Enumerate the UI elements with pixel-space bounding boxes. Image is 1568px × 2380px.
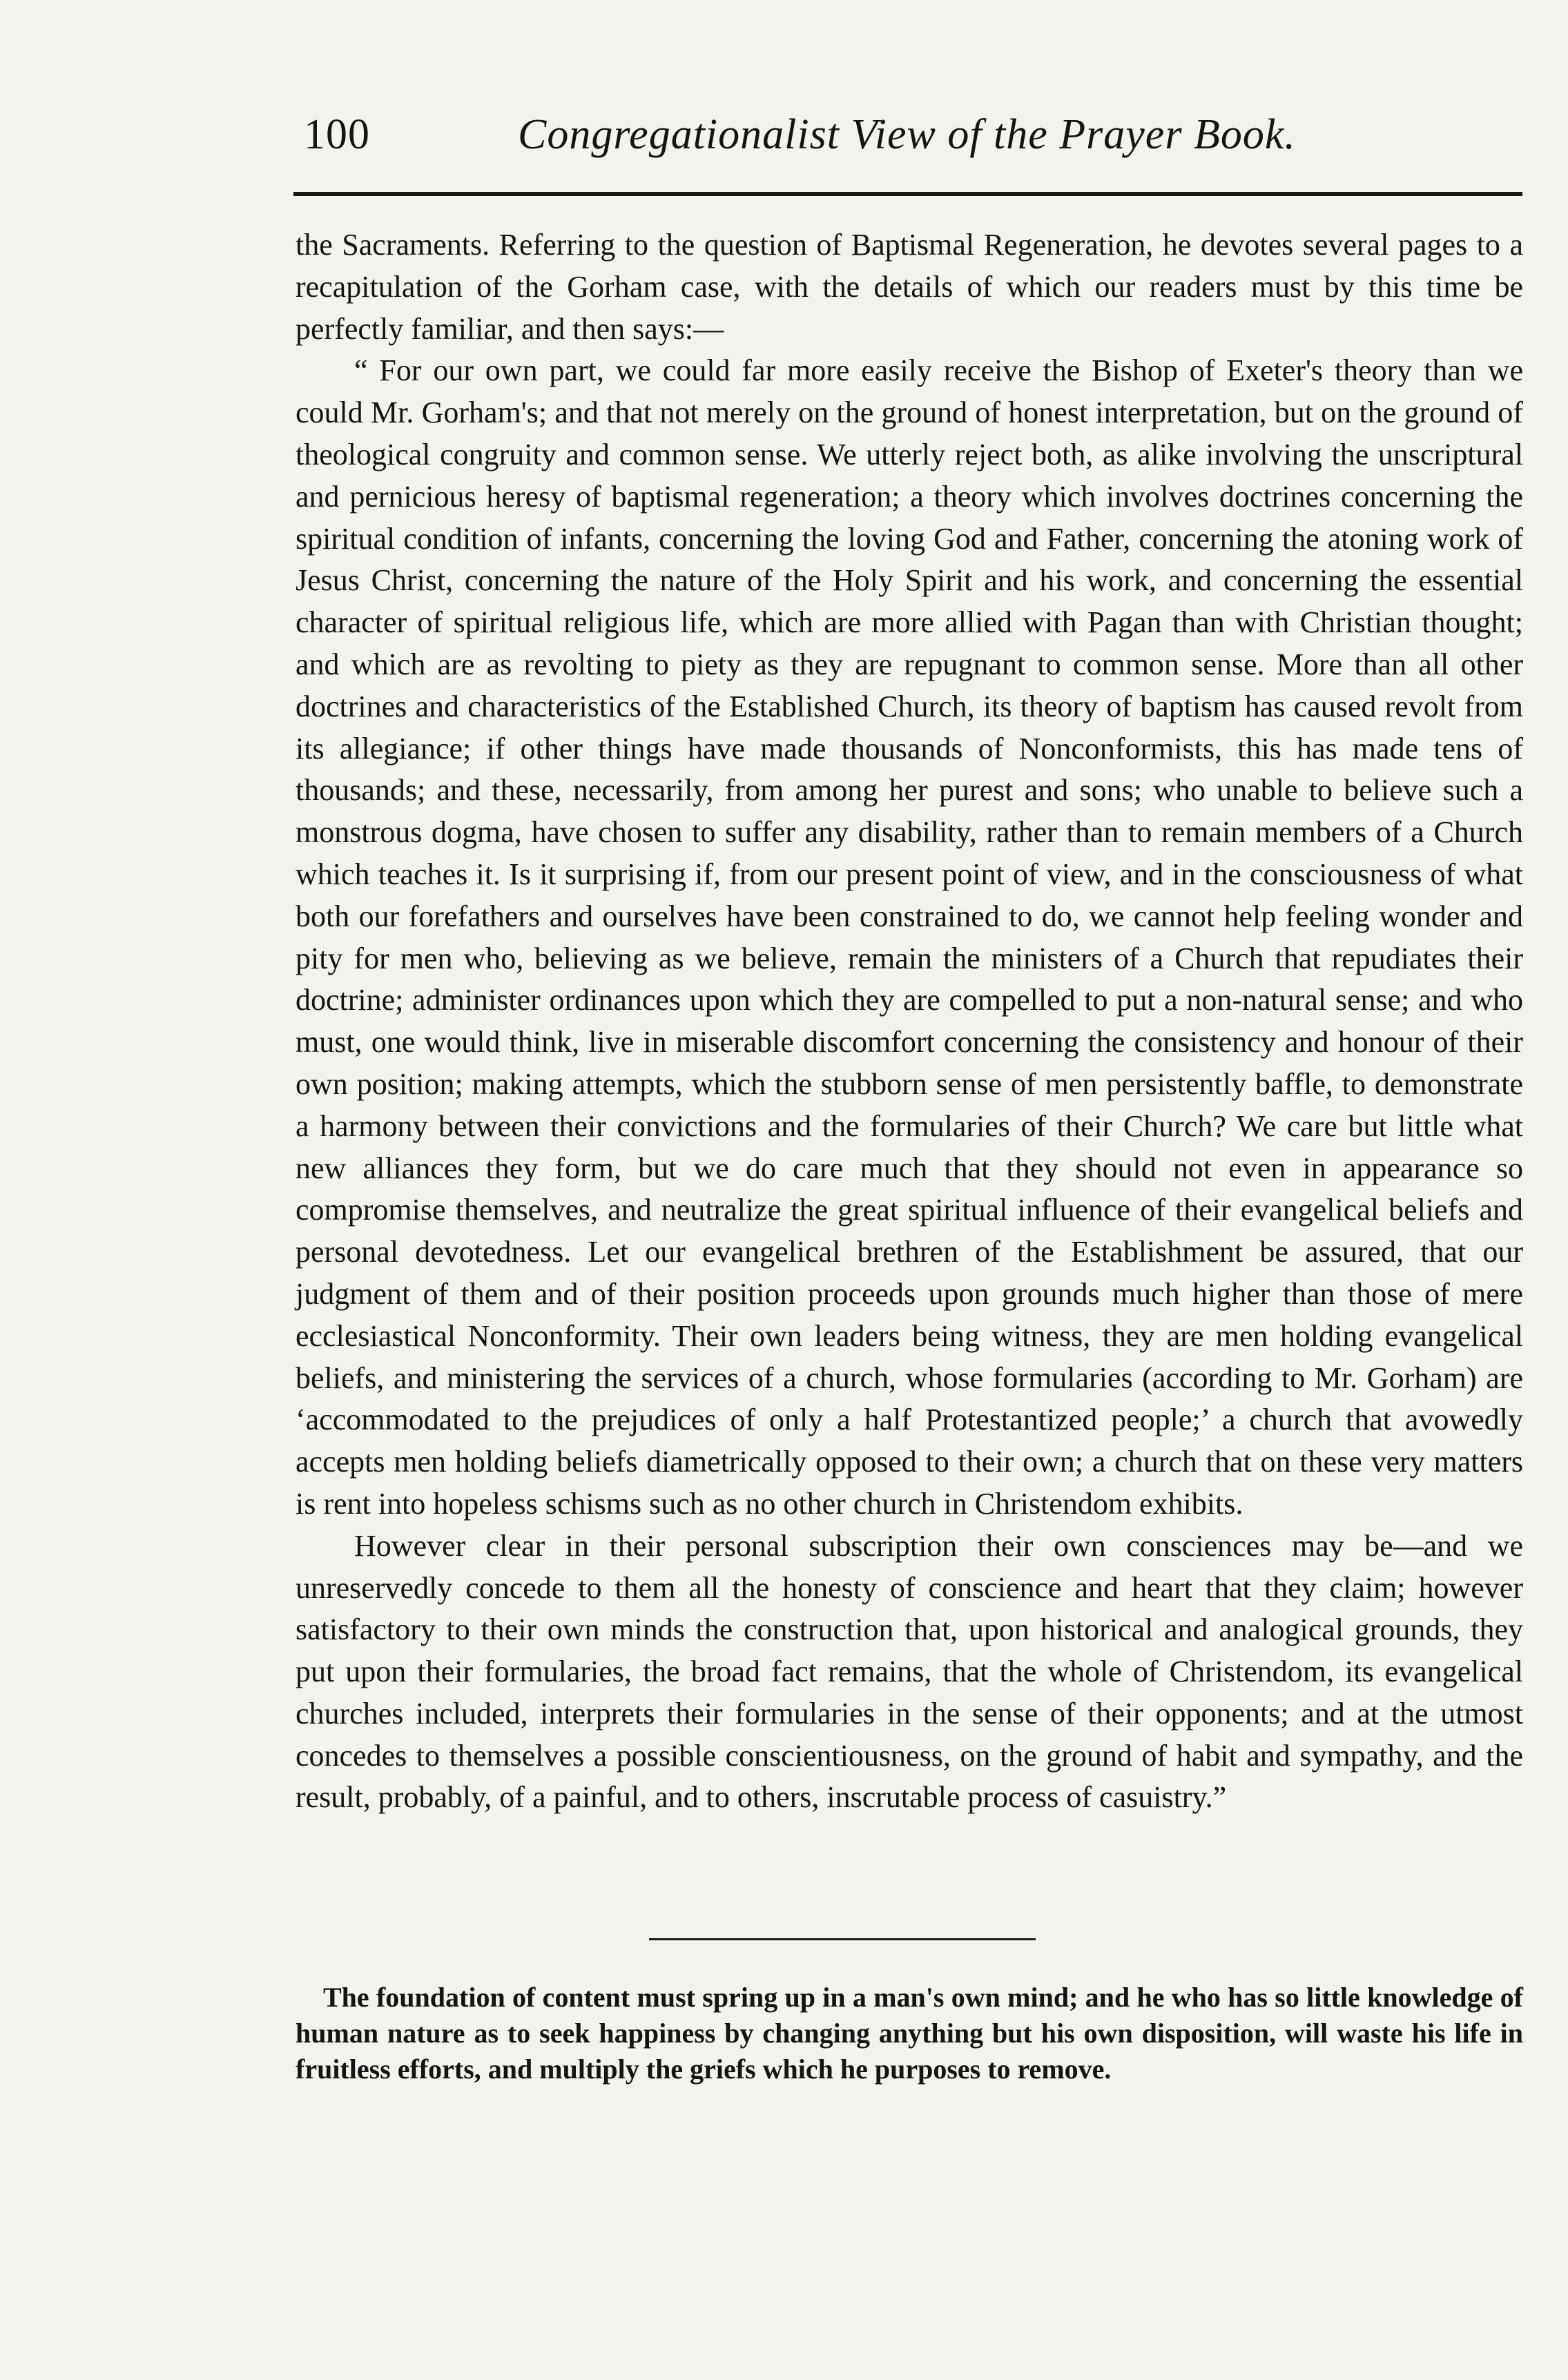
header-rule — [293, 192, 1522, 196]
quoted-paragraph-1: “ For our own part, we could far more easily receive the Bishop of Exeter's theory than we could Mr. Gorham's; and that not merely on the ground of honest interpretation, but on the ground of theological congruity and common sense. We utterly reject both, as alike involving the unscriptural and pernicious heresy of baptismal regeneration; a theory which involves doctrines concerning the spiritual condition of infants, concerning the loving God and Father, concerning the atoning work of Jesus Christ, concerning the nature of the Holy Spirit and his work, and concerning the essential character of spiritual religious life, which are more allied with Pagan than with Christian thought; and which are as revolting to piety as they are repugnant to common sense. More than all other doctrines and characteristics of the Established Church, its theory of baptism has caused revolt from its allegiance; if other things have made thousands of Nonconformists, this has made tens of thousands; and these, necessarily, from among her purest and sons; who unable to believe such a monstrous dogma, have chosen to suffer any disability, rather than to remain members of a Church which teaches it. Is it surprising if, from our present point of view, and in the consciousness of what both our forefathers and ourselves have been constrained to do, we cannot help feeling wonder and pity for men who, believing as we believe, remain the ministers of a Church that repudiates their doctrine; administer ordinances upon which they are compelled to put a non-natural sense; and who must, one would think, live in miserable discomfort concerning the consistency and honour of their own position; making attempts, which the stubborn sense of men persistently baffle, to demonstrate a harmony between their convictions and the formularies of their Church? We care but little what new alliances they form, but we do care much that they should not even in appearance so compromise themselves, and neutralize the great spiritual influence of their evangelical beliefs and personal devotedness. Let our evangelical brethren of the Establishment be assured, that our judgment of them and of their position proceeds upon grounds much higher than those of mere ecclesiastical Nonconformity. Their own leaders being witness, they are men holding evangelical beliefs, and ministering the services of a church, whose formularies (according to Mr. Gorham) are ‘accommodated to the prejudices of only a half Protestantized people;’ a church that avowedly accepts men holding beliefs diametrically opposed to their own; a church that on these very matters is rent into hopeless schisms such as no other church in Christendom exhibits. — [296, 353, 1523, 1521]
main-text — [296, 224, 1523, 1819]
page-header — [0, 104, 1568, 166]
page-number: 100 — [304, 111, 370, 158]
paragraph-1: the Sacraments. Referring to the question of Baptismal Regeneration, he devotes several pages to a recapitulation of the Gorham case, with the details of which our readers must by this time be perfectly familiar, and then says:— — [296, 228, 1523, 346]
running-title: Congregationalist View of the Prayer Book. — [518, 111, 1296, 158]
section-divider — [649, 1938, 1036, 1940]
quoted-paragraph-2: However clear in their personal subscription their own consciences may be—and we unreservedly concede to them all the honesty of conscience and heart that they claim; however satisfactory to their own minds the construction that, upon historical and analogical grounds, they put upon their formularies, the broad fact remains, that the whole of Christendom, its evangelical churches included, interprets their formularies in the sense of their opponents; and at the utmost concedes to themselves a possible conscientiousness, on the ground of habit and sympathy, and the result, probably, of a painful, and to others, inscrutable process of casuistry.” — [296, 1528, 1523, 1815]
footnote-maxim: The foundation of content must spring up in a man's own mind; and he who has so little knowledge of human nature as to seek happiness by changing anything but his own disposition, will waste his life in fruitless efforts, and multiply the griefs which he purposes to remove. — [296, 1982, 1523, 2085]
